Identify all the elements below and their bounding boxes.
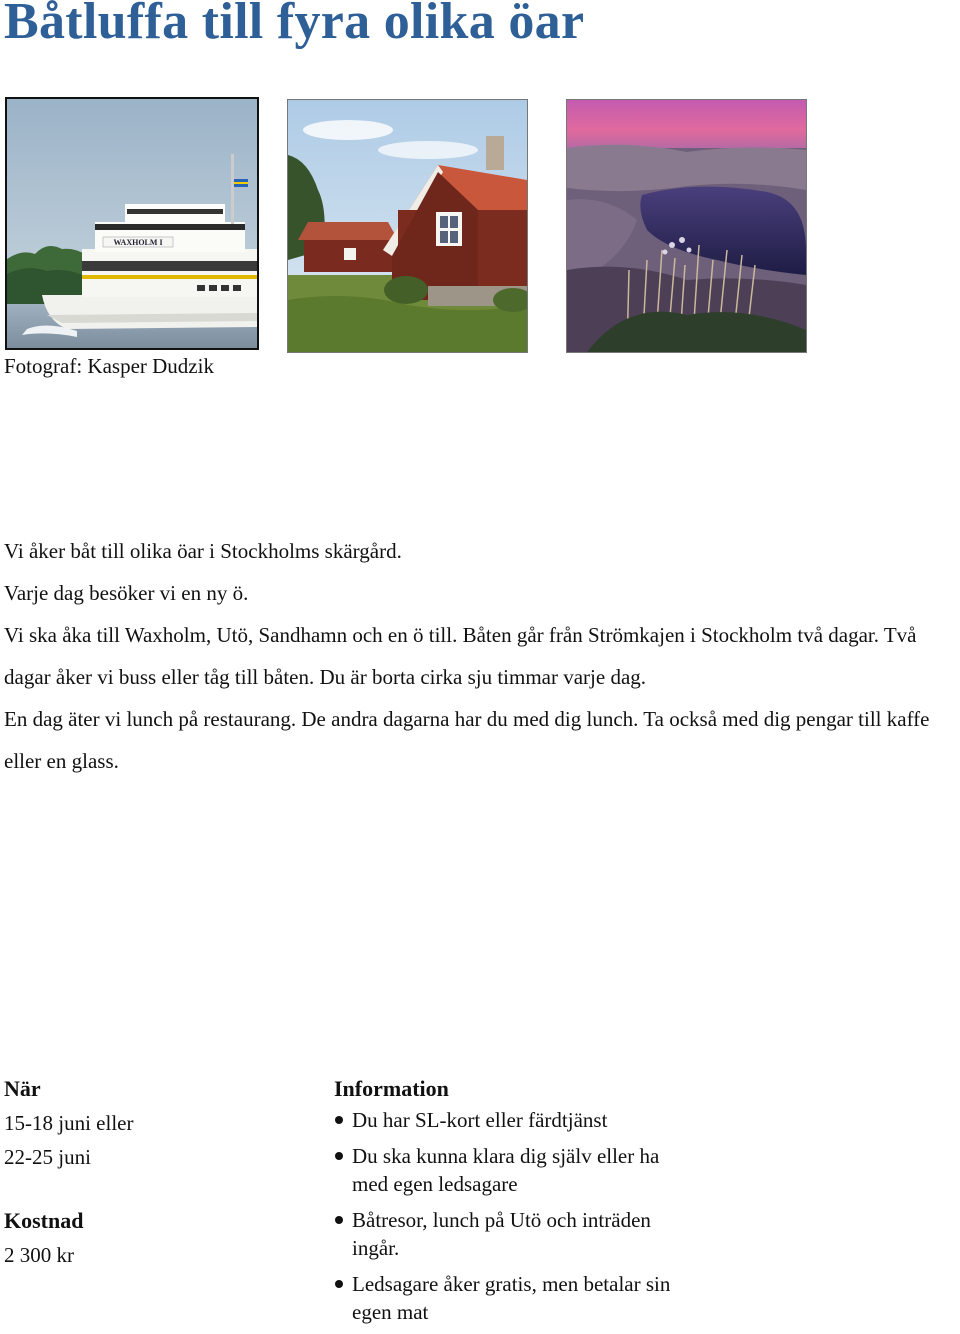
cost-heading: Kostnad [4, 1208, 84, 1233]
intro-paragraph: Vi åker båt till olika öar i Stockholms skärgård. [4, 539, 402, 563]
bullet-icon [335, 1116, 343, 1124]
dates-and-cost [4, 1072, 304, 1272]
when-heading: När [4, 1076, 41, 1101]
intro-paragraph: Vi ska åka till Waxholm, Utö, Sandhamn och en ö till. Båten går från Strömkajen i Stockholm två dagar. Två dagar åker vi buss eller tåg till båten. Du är borta cirka sju timmar varje dag. [4, 623, 917, 689]
intro-paragraph: Varje dag besöker vi en ny ö. [4, 581, 249, 605]
list-item [334, 1270, 674, 1326]
list-item [334, 1106, 674, 1134]
list-item [334, 1206, 674, 1262]
cost-value: 2 300 kr [4, 1243, 74, 1267]
list-item-text: Du ska kunna klara dig själv eller ha med egen ledsagare [352, 1144, 660, 1196]
boat-name-sign: WAXHOLM I [113, 238, 163, 247]
page-title: Båtluffa till fyra olika öar [4, 0, 585, 50]
list-item-text: Du har SL-kort eller färdtjänst [352, 1108, 608, 1132]
list-item-text: Ledsagare åker gratis, men betalar sin egen mat [352, 1272, 671, 1324]
cottages-photo [287, 99, 528, 353]
information-list [334, 1106, 674, 1326]
shore-sunset-photo [566, 99, 807, 353]
intro-paragraph: En dag äter vi lunch på restaurang. De andra dagarna har du med dig lunch. Ta också med dig pengar till kaffe eller en glass. [4, 707, 930, 773]
date-line: 15-18 juni eller [4, 1111, 134, 1135]
ferry-photo [5, 97, 259, 350]
intro-text [4, 530, 960, 782]
information-heading: Information [334, 1076, 449, 1101]
date-line: 22-25 juni [4, 1145, 91, 1169]
information-section [334, 1072, 674, 1334]
list-item [334, 1142, 674, 1198]
photo-credit: Fotograf: Kasper Dudzik [4, 354, 214, 378]
bullet-icon [335, 1152, 343, 1160]
bullet-icon [335, 1216, 343, 1224]
bullet-icon [335, 1280, 343, 1288]
list-item-text: Båtresor, lunch på Utö och inträden ingår. [352, 1208, 651, 1260]
